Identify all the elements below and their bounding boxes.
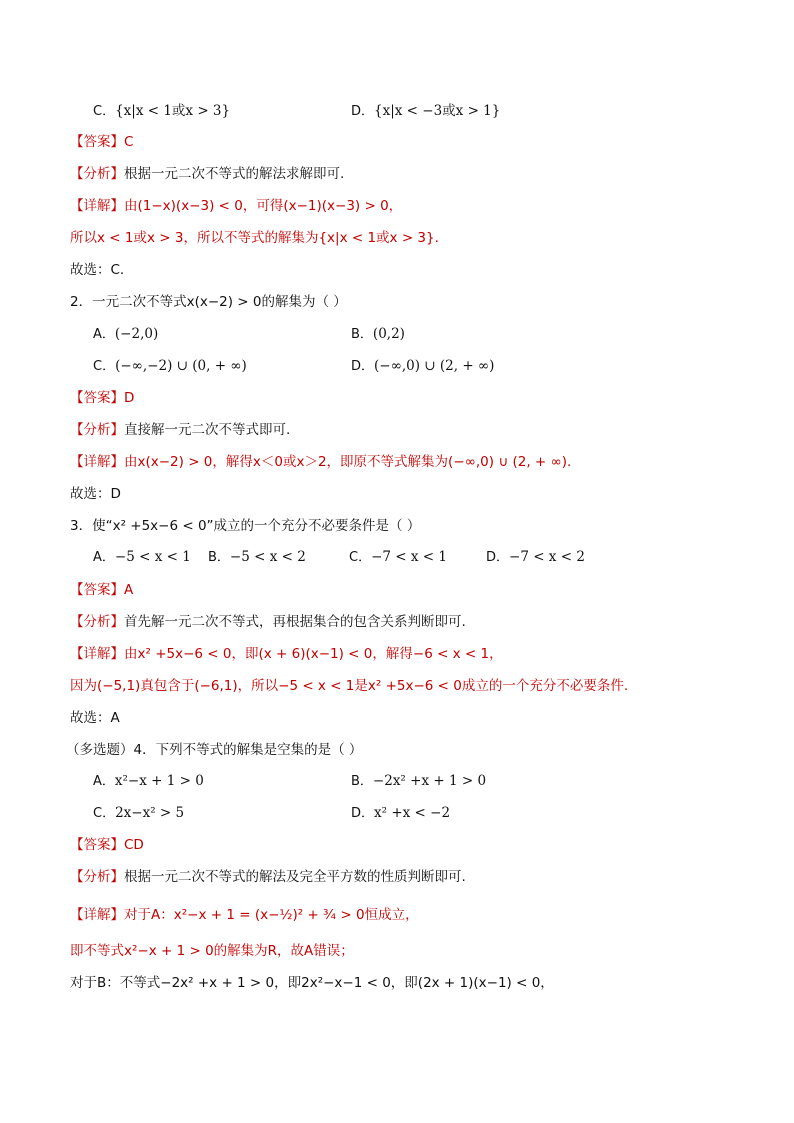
option-label: C． xyxy=(93,359,116,374)
answer-option xyxy=(93,101,230,122)
solution-line xyxy=(70,644,503,664)
option-expression: −7 < x < 1 xyxy=(371,549,447,565)
section-text: 直接解一元二次不等式即可. xyxy=(124,422,291,438)
line-text: 所以x < 1或x > 3，所以不等式的解集为{x|x < 1或x > 3}. xyxy=(70,230,439,246)
solution-line xyxy=(70,905,419,925)
option-expression: x²−x + 1 > 0 xyxy=(114,773,204,789)
option-label: B． xyxy=(351,327,373,342)
section-text: 由x² +5x−6 < 0，即(x + 6)(x−1) < 0，解得−6 < x < 1， xyxy=(124,646,503,662)
text-line xyxy=(70,484,121,504)
option-expression: (−∞,−2) ∪ (0, + ∞) xyxy=(115,358,247,374)
section-tag: 【分析】 xyxy=(70,869,124,885)
option-expression: {x|x < −3或x > 1} xyxy=(374,103,501,119)
section-text: A xyxy=(124,582,134,598)
section-text: 首先解一元二次不等式，再根据集合的包含关系判断即可. xyxy=(124,614,466,630)
solution-line xyxy=(70,164,344,184)
section-text: 对于A：x²−x + 1 = (x−½)² + ¾ > 0恒成立， xyxy=(124,907,419,923)
line-text: 故选：C. xyxy=(70,262,125,278)
solution-line xyxy=(70,612,466,632)
option-expression: −5 < x < 1 xyxy=(114,549,191,565)
option-label: C． xyxy=(349,550,372,565)
answer-option xyxy=(93,771,204,792)
answer-option xyxy=(93,324,158,345)
option-label: C． xyxy=(93,806,116,821)
solution-line xyxy=(70,835,144,855)
option-label: C． xyxy=(93,104,116,119)
option-expression: −7 < x < 2 xyxy=(509,549,585,565)
section-text: D xyxy=(124,390,135,406)
section-tag: 【分析】 xyxy=(70,166,124,182)
text-line xyxy=(70,941,354,961)
section-tag: 【答案】 xyxy=(70,582,124,598)
option-expression: (−2,0) xyxy=(114,326,159,342)
line-text: 即不等式x²−x + 1 > 0的解集为R，故A错误； xyxy=(70,943,354,959)
option-label: D． xyxy=(486,550,510,565)
option-label: D． xyxy=(351,359,375,374)
line-text: 故选：D xyxy=(70,486,121,502)
section-text: C xyxy=(124,134,134,150)
answer-option xyxy=(93,803,184,824)
solution-line xyxy=(70,132,133,152)
answer-option xyxy=(349,547,447,568)
text-line xyxy=(70,516,420,536)
option-label: A． xyxy=(93,774,115,789)
option-expression: (0,2) xyxy=(372,326,405,342)
section-tag: 【分析】 xyxy=(70,614,124,630)
option-expression: x² +x < −2 xyxy=(374,805,451,821)
text-line xyxy=(70,973,554,993)
solution-line xyxy=(70,580,133,600)
line-text: 故选：A xyxy=(70,710,120,726)
section-text: 由x(x−2) > 0，解得x＜0或x＞2，即原不等式解集为(−∞,0) ∪ (2, + ∞). xyxy=(124,454,572,470)
section-text: CD xyxy=(124,837,144,853)
solution-line xyxy=(70,388,134,408)
text-line xyxy=(70,676,628,696)
section-tag: 【答案】 xyxy=(70,837,124,853)
answer-option xyxy=(208,547,306,568)
answer-option xyxy=(486,547,585,568)
answer-option xyxy=(351,771,486,792)
text-line xyxy=(66,740,362,760)
option-label: D． xyxy=(351,104,375,119)
answer-option xyxy=(351,356,494,377)
solution-line xyxy=(70,196,402,216)
option-label: B． xyxy=(351,774,373,789)
answer-option xyxy=(351,101,500,122)
option-label: A． xyxy=(93,327,115,342)
solution-line xyxy=(70,867,466,887)
answer-option xyxy=(351,803,450,824)
option-label: A． xyxy=(93,550,115,565)
section-tag: 【详解】 xyxy=(70,454,124,470)
line-text: 对于B：不等式−2x² +x + 1 > 0，即2x²−x−1 < 0，即(2x + 1)(x−1) < 0， xyxy=(70,975,554,991)
section-text: 根据一元二次不等式的解法求解即可. xyxy=(124,166,345,182)
option-expression: (−∞,0) ∪ (2, + ∞) xyxy=(374,358,495,374)
section-tag: 【答案】 xyxy=(70,390,124,406)
answer-option xyxy=(93,547,191,568)
section-tag: 【分析】 xyxy=(70,422,124,438)
section-tag: 【答案】 xyxy=(70,134,124,150)
text-line xyxy=(70,260,124,280)
section-tag: 【详解】 xyxy=(70,646,124,662)
option-expression: {x|x < 1或x > 3} xyxy=(115,103,231,119)
text-line xyxy=(70,228,439,248)
line-text: 3．使“x² +5x−6 < 0”成立的一个充分不必要条件是（ ） xyxy=(70,518,421,534)
line-text: 因为(−5,1)真包含于(−6,1)，所以−5 < x < 1是x² +5x−6 < 0成立的一个充分不必要条件. xyxy=(70,678,629,694)
solution-line xyxy=(70,420,290,440)
answer-option xyxy=(93,356,247,377)
option-expression: −5 < x < 2 xyxy=(229,549,306,565)
answer-option xyxy=(351,324,405,345)
option-label: B． xyxy=(208,550,230,565)
section-text: 由(1−x)(x−3) < 0，可得(x−1)(x−3) > 0， xyxy=(124,198,403,214)
line-text: 2．一元二次不等式x(x−2) > 0的解集为（ ） xyxy=(70,294,347,310)
text-line xyxy=(70,708,120,728)
section-text: 根据一元二次不等式的解法及完全平方数的性质判断即可. xyxy=(124,869,466,885)
option-expression: 2x−x² > 5 xyxy=(115,805,185,821)
section-tag: 【详解】 xyxy=(70,198,124,214)
text-line xyxy=(70,292,347,312)
line-text: （多选题）4．下列不等式的解集是空集的是（ ） xyxy=(66,742,363,758)
option-label: D． xyxy=(351,806,375,821)
solution-line xyxy=(70,452,571,472)
option-expression: −2x² +x + 1 > 0 xyxy=(372,773,487,789)
section-tag: 【详解】 xyxy=(70,907,124,923)
